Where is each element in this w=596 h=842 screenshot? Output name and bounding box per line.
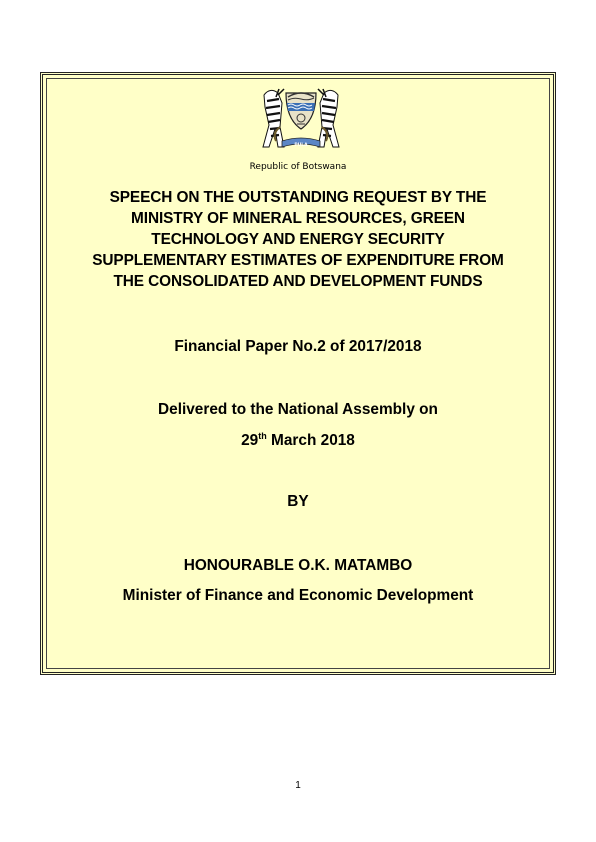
republic-label: Republic of Botswana <box>249 162 347 172</box>
date-day: 29 <box>241 432 259 449</box>
speaker-title: Minister of Finance and Economic Development <box>122 587 474 604</box>
date-rest: March 2018 <box>266 432 355 449</box>
date-suffix: th <box>258 430 267 441</box>
coat-of-arms-image <box>254 81 348 153</box>
title-line-2: MINISTRY OF MINERAL RESOURCES, GREEN <box>131 210 465 227</box>
crest-motto: PULA <box>294 143 308 148</box>
title-line-5: THE CONSOLIDATED AND DEVELOPMENT FUNDS <box>113 273 483 290</box>
speech-title <box>57 187 539 292</box>
delivery-date <box>43 432 553 450</box>
by-label: BY <box>287 493 309 510</box>
title-line-1: SPEECH ON THE OUTSTANDING REQUEST BY THE <box>109 189 487 206</box>
cover-frame <box>40 72 556 675</box>
financial-paper-label: Financial Paper No.2 of 2017/2018 <box>174 338 422 355</box>
right-zebra-icon <box>318 89 339 147</box>
title-line-4: SUPPLEMENTARY ESTIMATES OF EXPENDITURE FROM <box>92 252 504 269</box>
page-number: 1 <box>295 780 301 791</box>
speaker-name: HONOURABLE O.K. MATAMBO <box>183 557 413 574</box>
delivered-line: Delivered to the National Assembly on <box>158 401 438 418</box>
left-zebra-icon <box>263 89 284 147</box>
title-line-3: TECHNOLOGY AND ENERGY SECURITY <box>151 231 445 248</box>
